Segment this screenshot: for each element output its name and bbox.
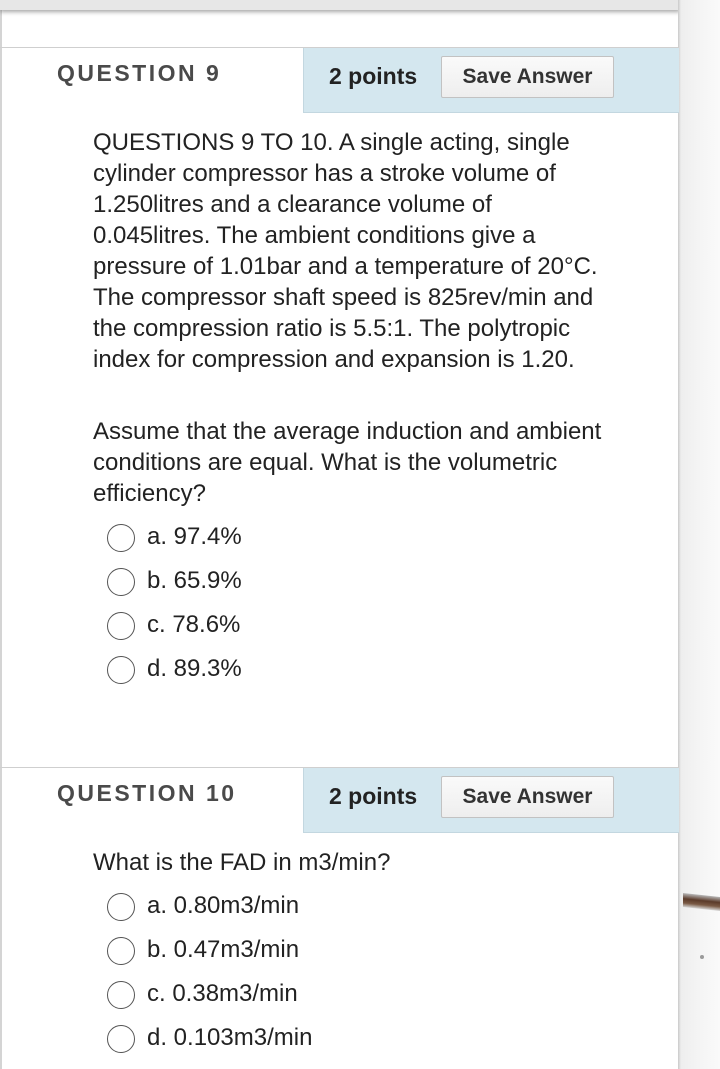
option-label: d. 89.3% <box>147 655 242 682</box>
option-label: a. 0.80m3/min <box>147 892 300 919</box>
question-title: QUESTION 10 <box>57 780 237 806</box>
radio-button[interactable] <box>107 937 135 965</box>
radio-button[interactable] <box>107 656 135 684</box>
answer-options <box>107 890 507 1066</box>
option-b[interactable] <box>107 565 507 609</box>
edge-dot <box>700 955 704 959</box>
option-label: c. 78.6% <box>147 611 241 638</box>
points-panel <box>303 768 679 833</box>
option-label: b. 65.9% <box>147 567 242 594</box>
option-label: a. 97.4% <box>147 523 242 550</box>
option-d[interactable] <box>107 653 507 697</box>
question-header <box>0 767 678 832</box>
option-c[interactable] <box>107 609 507 653</box>
option-a[interactable] <box>107 890 507 934</box>
points-label: 2 points <box>329 63 418 89</box>
option-a[interactable] <box>107 521 507 565</box>
option-label: d. 0.103m3/min <box>147 1024 313 1051</box>
question-10 <box>0 767 678 1069</box>
option-d[interactable] <box>107 1022 507 1066</box>
question-header <box>0 47 678 112</box>
radio-button[interactable] <box>107 612 135 640</box>
question-title: QUESTION 9 <box>57 60 222 86</box>
points-label: 2 points <box>329 783 418 809</box>
previous-section-edge <box>0 0 680 10</box>
save-answer-button[interactable]: Save Answer <box>441 776 614 818</box>
question-text: QUESTIONS 9 TO 10. A single acting, single cylinder compressor has a stroke volume of 1.250litres and a clearance volume of 0.045litres. The ambient conditions give a pressure of 1.01bar and a temperature of 20°C. The compressor shaft speed is 825rev/min and the compression ratio is 5.5:1. The polytropic index for compression and expansion is 1.20. <box>93 129 598 373</box>
question-prompt: Assume that the average induction and ambient conditions are equal. What is the volumetric efficiency? <box>93 418 602 507</box>
points-panel <box>303 48 679 113</box>
answer-options <box>107 521 507 697</box>
radio-button[interactable] <box>107 568 135 596</box>
option-b[interactable] <box>107 934 507 978</box>
radio-button[interactable] <box>107 981 135 1009</box>
option-label: c. 0.38m3/min <box>147 980 298 1007</box>
radio-button[interactable] <box>107 1025 135 1053</box>
question-9 <box>0 47 678 767</box>
save-answer-button[interactable]: Save Answer <box>441 56 614 98</box>
option-label: b. 0.47m3/min <box>147 936 300 963</box>
radio-button[interactable] <box>107 524 135 552</box>
question-text: What is the FAD in m3/min? <box>93 849 391 876</box>
option-c[interactable] <box>107 978 507 1022</box>
radio-button[interactable] <box>107 893 135 921</box>
